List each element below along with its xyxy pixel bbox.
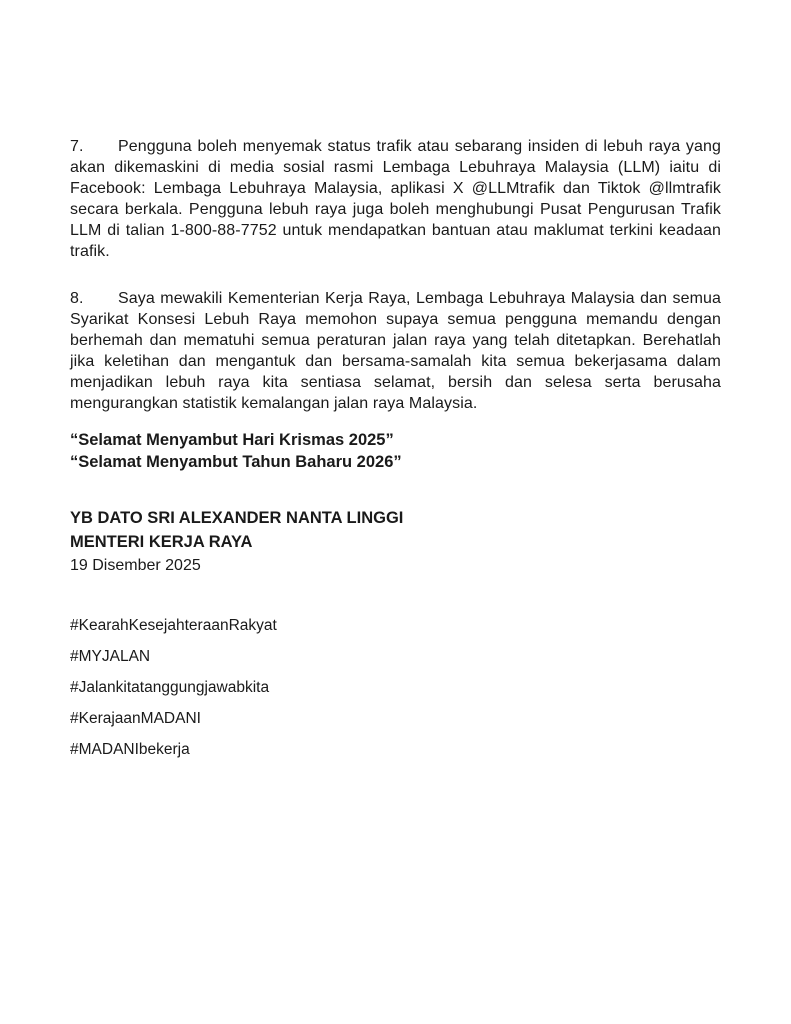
document-date: 19 Disember 2025 — [70, 557, 201, 574]
hashtag: #KearahKesejahteraanRakyat — [70, 617, 277, 634]
paragraph-8-number: 8. — [70, 290, 84, 307]
hashtag: #Jalankitatanggungjawabkita — [70, 679, 270, 696]
greeting-christmas: “Selamat Menyambut Hari Krismas 2025” — [70, 431, 394, 449]
signature-block — [70, 506, 721, 577]
greeting-new-year: “Selamat Menyambut Tahun Baharu 2026” — [70, 453, 402, 471]
paragraph-8-text: Saya mewakili Kementerian Kerja Raya, Lembaga Lebuhraya Malaysia dan semua Syarikat Konsesi Lebuh Raya memohon supaya semua pengguna memandu dengan berhemah dan mematuhi semua peraturan jalan raya yang telah ditetapkan. Berehatlah jika keletihan dan mengantuk dan bersama-samalah kita semua bekerjasama dalam menjadikan lebuh raya kita sentiasa selamat, bersih dan selesa serta berusaha mengurangkan statistik kemalangan jalan raya Malaysia. — [70, 290, 721, 412]
greetings-block — [70, 429, 721, 473]
hashtags-block — [70, 610, 721, 765]
hashtag: #MYJALAN — [70, 648, 151, 665]
hashtag: #MADANIbekerja — [70, 741, 190, 758]
paragraph-8 — [70, 288, 721, 414]
hashtag: #KerajaanMADANI — [70, 710, 201, 727]
paragraph-7 — [70, 136, 721, 262]
minister-title: MENTERI KERJA RAYA — [70, 533, 253, 551]
paragraph-7-number: 7. — [70, 138, 84, 155]
paragraph-7-text: Pengguna boleh menyemak status trafik atau sebarang insiden di lebuh raya yang akan dikemaskini di media sosial rasmi Lembaga Lebuhraya Malaysia (LLM) iaitu di Facebook: Lembaga Lebuhraya Malaysia, aplikasi X @LLMtrafik dan Tiktok @llmtrafik secara berkala. Pengguna lebuh raya juga boleh menghubungi Pusat Pengurusan Trafik LLM di talian 1-800-88-7752 untuk mendapatkan bantuan atau maklumat terkini keadaan trafik. — [70, 138, 721, 260]
minister-name: YB DATO SRI ALEXANDER NANTA LINGGI — [70, 509, 404, 527]
